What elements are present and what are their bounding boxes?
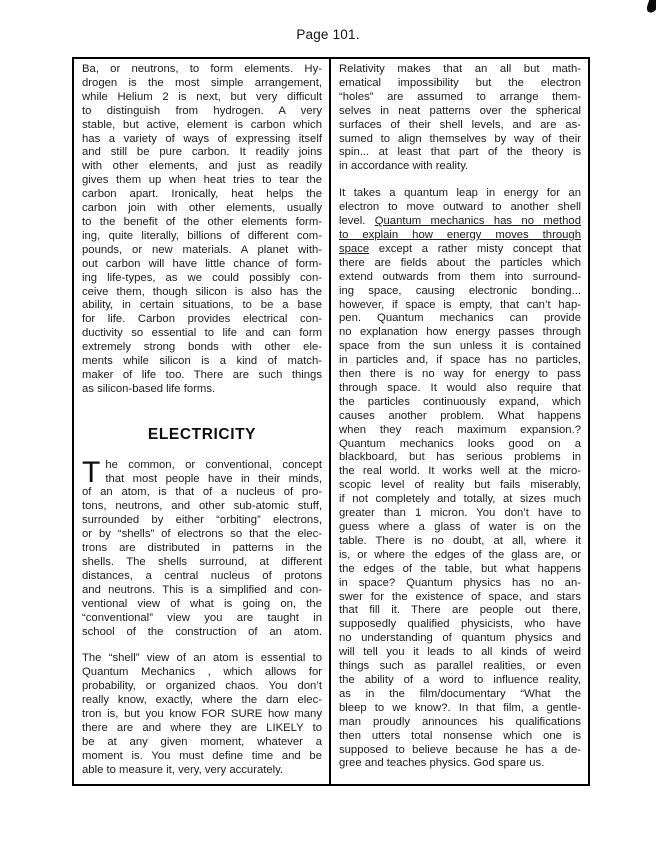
- text-line: will tell you it leads to all kinds of weird: [339, 646, 581, 659]
- text-line: be at any given moment, whatever a: [82, 735, 322, 748]
- text-line: causes another problem. What happens: [339, 409, 581, 422]
- text-line: stable, but active, element is carbon which: [82, 118, 322, 131]
- text-line: ing, quite literally, billions of different com-: [82, 229, 322, 242]
- text-line: tons, neutrons, and other sub-atomic stuff,: [82, 500, 322, 513]
- text-line: has a variety of ways of expressing itself: [82, 132, 322, 145]
- text-line: that fill it. There are people out there,: [339, 604, 581, 617]
- paragraph-atom-concept: [82, 455, 322, 640]
- paragraph-carbon-elements: [82, 63, 322, 397]
- text-line: Ba, or neutrons, to form elements. Hy-: [82, 63, 322, 75]
- text-line: electron to move outward to another shell: [339, 201, 581, 214]
- text-line: man proudly announces his qualifications: [339, 715, 581, 728]
- scan-artifact-mark: [646, 0, 656, 14]
- paragraph-atom-concept-lines: [82, 455, 322, 640]
- text-line: while Helium 2 is next, but very difficult: [82, 90, 322, 103]
- text-line: ing life-types, as we could possibly con-: [82, 271, 322, 284]
- text-line: is, or where the edges of the glass are, or: [339, 548, 581, 561]
- text-line: surrounded by either “orbiting” electrons,: [82, 514, 322, 527]
- text-line: moment is. You must define time and be: [82, 749, 322, 762]
- text-line: that most people have in their minds,: [105, 472, 322, 485]
- text-line: ability, in certain situations, to be a base: [82, 299, 322, 312]
- text-line: ductivity so essential to life and can form: [82, 327, 322, 340]
- text-line: sumed to align themselves by way of their: [339, 132, 581, 145]
- underlined-text: Quantum mechanics has no method: [374, 215, 581, 228]
- text-line: in space? Quantum physics has no an-: [339, 576, 581, 589]
- text-line: when they reach maximum expansion.?: [339, 423, 581, 436]
- underlined-text: space: [339, 242, 370, 255]
- text-line: It takes a quantum leap in energy for an: [339, 187, 581, 200]
- text-line: and still be pure carbon. It readily joins: [82, 146, 322, 159]
- paragraph-shell-view: [82, 652, 322, 777]
- text-line: supposed to believe because he has a de-: [339, 743, 581, 756]
- text-line: to distinguish from hydrogen. A very: [82, 104, 322, 117]
- text-line: [339, 229, 581, 243]
- paragraph-quantum-energy: [339, 187, 581, 771]
- text-line: of an atom, is that of a nucleus of pro-: [82, 486, 322, 499]
- text-line: blackboard, but has serious problems in: [339, 451, 581, 464]
- text-line: selves in neat patterns over the spherical: [339, 104, 581, 117]
- text-line: as silicon-based life forms.: [82, 382, 216, 395]
- text-line: out carbon will have little chance of form-: [82, 257, 322, 270]
- text-line: supposedly qualified physicists, who have: [339, 618, 581, 631]
- text-line: ments while silicon is a kind of match-: [82, 355, 322, 368]
- text-line: then there is no way for energy to pass: [339, 368, 581, 381]
- paragraph-relativity: [339, 63, 581, 174]
- left-column: [74, 59, 331, 784]
- text-line: however, if space is empty, that can’t hap-: [339, 298, 581, 311]
- text-line: to the benefit of the other elements form-: [82, 215, 322, 228]
- text-line: school of the construction of an atom.: [82, 625, 322, 638]
- text-line: and neutrons. This is a simplified and con-: [82, 583, 322, 596]
- text-line: “holes” are assumed to arrange them-: [339, 90, 581, 103]
- text-line: no understanding of quantum physics and: [339, 632, 581, 645]
- content-frame: [72, 57, 590, 786]
- text-line: space except a rather misty concept that: [339, 242, 581, 255]
- underlined-text: to explain how energy moves through: [339, 228, 581, 241]
- text-line: he common, or conventional, concept: [105, 458, 322, 471]
- text-line: level. Quantum mechanics has no method: [339, 215, 581, 228]
- text-line: or by “shells” of electrons so that the elec-: [82, 528, 322, 541]
- text-line: gives them up when heat tries to tear the: [82, 174, 322, 187]
- text-line: swer for the existence of space, and stars: [339, 590, 581, 603]
- text-line: the edges of the table, but what happens: [339, 562, 581, 575]
- text-line: drogen is the most simple arrangement,: [82, 76, 322, 89]
- text-line: the ability of a word to influence reality,: [339, 673, 581, 686]
- text-line: guess where a glass of water is on the: [339, 521, 581, 533]
- drop-cap-letter: T: [82, 455, 101, 489]
- section-heading-electricity: ELECTRICITY: [147, 425, 257, 443]
- text-line: extremely strong bonds with other ele-: [82, 341, 322, 354]
- text-line: Relativity makes that an all but math-: [339, 63, 581, 75]
- text-line: the particles continuously expand, which: [339, 395, 581, 408]
- text-line: The “shell” view of an atom is essential to: [82, 652, 322, 665]
- text-line: carbon join with other elements, usually: [82, 202, 322, 215]
- text-line: there are fields about the particles which: [339, 256, 581, 269]
- text-line: shells. The shells surround, at different: [82, 556, 322, 568]
- text-line: extend outwards from them into surround-: [339, 270, 581, 283]
- text-line: the real world. It works well at the micro-: [339, 465, 581, 478]
- text-line: ing space, causing electronic bonding...: [339, 284, 581, 297]
- text-line: in accordance with reality.: [339, 160, 469, 173]
- text-line: gree and teaches physics. God spare us.: [339, 757, 545, 770]
- text-line: there are and where they are LIKELY to: [82, 721, 322, 734]
- text-line: then utters total nonsense which one is: [339, 729, 581, 742]
- text-line: spin... at least that part of the theory is: [339, 146, 581, 159]
- text-line: in particles and, if space has no particles,: [339, 354, 581, 367]
- text-line: scopic level of reality but fails miserably,: [339, 479, 581, 492]
- text-line: as in the film/documentary “What the: [339, 687, 581, 700]
- text-line: maker of life too. There are such things: [82, 368, 322, 381]
- text-line: for life. Carbon provides electrical con-: [82, 313, 322, 326]
- text-line: able to measure it, very, very accurately.: [82, 763, 284, 776]
- text-line: space from the sun unless it is contained: [339, 340, 581, 353]
- text-line: ventional view of what is going on, the: [82, 597, 322, 610]
- text-line: “conventional” view you are taught in: [82, 611, 322, 624]
- text-line: if not completely and totally, at sizes much: [339, 493, 581, 506]
- page-title: Page 101.: [296, 27, 360, 42]
- text-line: no explanation how energy passes through: [339, 326, 581, 339]
- text-line: surfaces of their shell levels, and are as-: [339, 118, 581, 131]
- text-line: through space. It would also require that: [339, 381, 581, 394]
- text-line: Quantum Mechanics , which allows for: [82, 666, 322, 679]
- text-line: with other elements, and just as readily: [82, 160, 322, 173]
- text-line: ematical impossibility but the electron: [339, 76, 581, 89]
- text-line: table. There is no doubt, at all, where it: [339, 534, 581, 547]
- text-line: greater than 1 micron. You don’t have to: [339, 507, 581, 520]
- text-line: tron is, but you know FOR SURE how many: [82, 708, 322, 721]
- text-line: bleep to we know?. In that film, a gentle-: [339, 701, 581, 714]
- text-line: pounds, or new materials. A planet with-: [82, 243, 322, 256]
- text-line: Quantum mechanics looks good on a: [339, 437, 581, 450]
- text-line: probability, or organized chaos. You don’t: [82, 680, 322, 693]
- right-column: [331, 59, 588, 784]
- text-line: pen. Quantum mechanics can provide: [339, 312, 581, 325]
- text-line: trons are distributed in patterns in the: [82, 542, 322, 555]
- text-line: ceive them, though silicon is also has the: [82, 285, 322, 298]
- text-line: really know, exactly, where the darn elec-: [82, 694, 322, 707]
- text-line: carbon apart. Ironically, heat helps the: [82, 188, 322, 201]
- text-line: distances, a central nucleus of protons: [82, 569, 322, 582]
- text-line: things such as parallel realities, or even: [339, 660, 581, 673]
